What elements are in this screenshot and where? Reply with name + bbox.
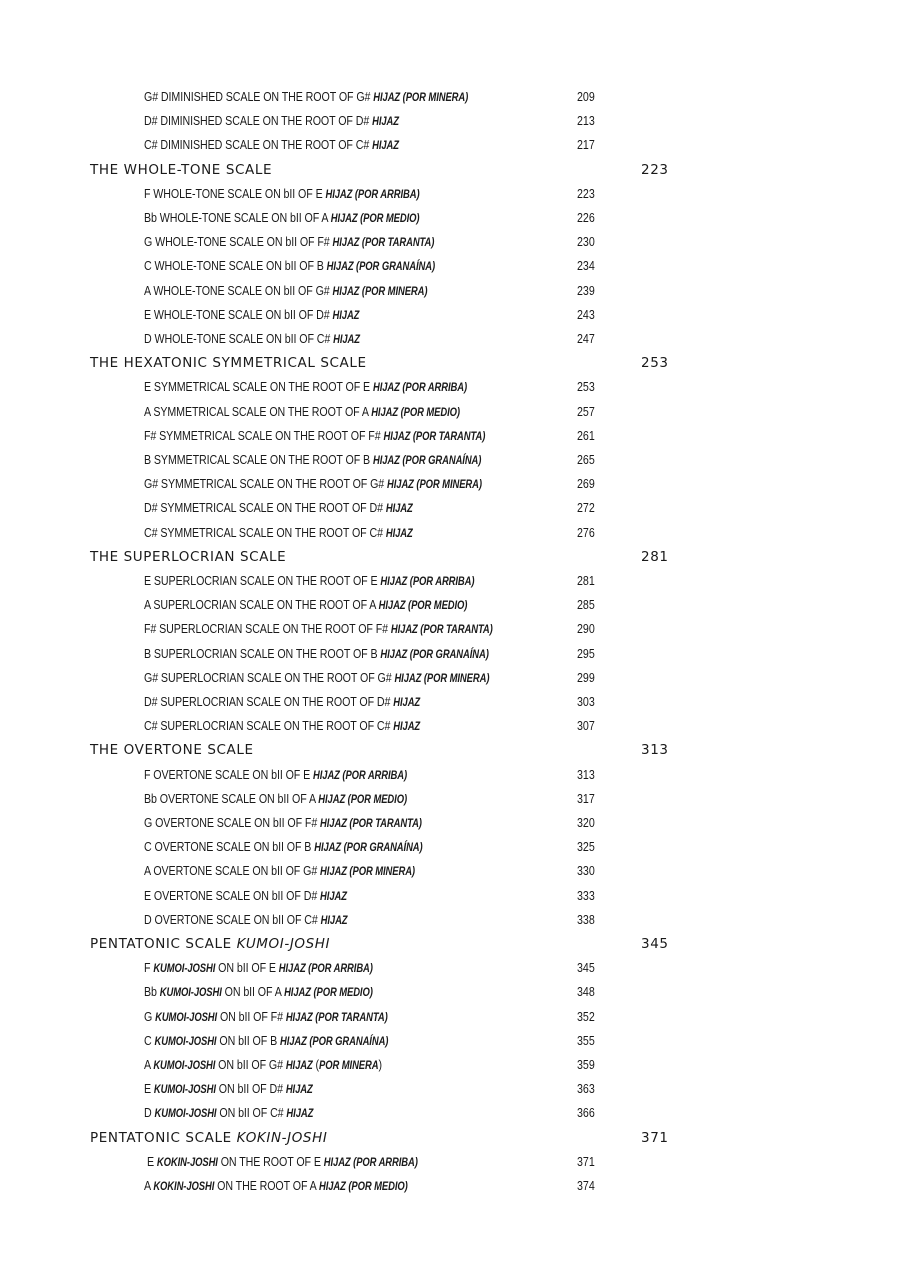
- title-segment: PENTATONIC SCALE: [90, 1129, 237, 1146]
- page-number: 265: [577, 452, 595, 467]
- italic-term: HIJAZ (POR ARRIBA): [278, 963, 373, 976]
- page-number: 338: [577, 911, 595, 927]
- title-segment: D# SUPERLOCRIAN SCALE ON THE ROOT OF D#: [144, 694, 394, 709]
- toc-entry: [0, 254, 900, 278]
- title-segment: ON THE ROOT OF E: [217, 1153, 324, 1169]
- page-number: 307: [577, 718, 595, 734]
- italic-term: HIJAZ (POR MINERA): [320, 866, 415, 879]
- page-number: 217: [577, 137, 595, 153]
- title-segment: G# DIMINISHED SCALE ON THE ROOT OF G#: [144, 89, 374, 104]
- entry-title: [144, 448, 481, 473]
- title-segment: D: [144, 1105, 155, 1121]
- title-segment: ON bII OF C#: [216, 1105, 287, 1121]
- page-number: 281: [577, 573, 595, 588]
- page-number: 371: [641, 1129, 669, 1146]
- page-number: 253: [641, 355, 669, 372]
- toc-section-heading: [0, 1126, 900, 1150]
- page-number: 253: [577, 379, 595, 395]
- italic-term: HIJAZ (POR MINERA): [387, 479, 482, 492]
- italic-term: KUMOI-JOSHI: [153, 1084, 216, 1097]
- toc-section-heading: [0, 932, 900, 956]
- italic-term: HIJAZ (POR MEDIO): [330, 213, 420, 225]
- entry-title: [144, 424, 485, 449]
- page-number: 317: [577, 790, 595, 806]
- page-number: 352: [577, 1008, 595, 1024]
- page-number: 272: [577, 500, 595, 516]
- page-number: 371: [577, 1153, 595, 1169]
- section-title: [90, 1126, 327, 1150]
- italic-term: HIJAZ: [393, 697, 421, 709]
- title-segment: A SUPERLOCRIAN SCALE ON THE ROOT OF A: [144, 597, 379, 613]
- page-number: 223: [641, 161, 669, 178]
- italic-term: HIJAZ: [385, 527, 413, 540]
- italic-term: HIJAZ: [372, 140, 399, 153]
- italic-term: HIJAZ (POR MEDIO): [319, 1181, 408, 1193]
- italic-term: HIJAZ (POR MINERA): [394, 672, 490, 685]
- entry-title: [144, 375, 467, 400]
- page-number: 234: [577, 258, 595, 274]
- title-segment: F WHOLE-TONE SCALE ON bII OF E: [144, 185, 326, 201]
- italic-term: HIJAZ (POR GRANAÍNA): [279, 1035, 389, 1048]
- italic-term: KUMOI-JOSHI: [153, 1060, 216, 1072]
- entry-title: [144, 1174, 408, 1199]
- title-segment: (: [312, 1057, 320, 1072]
- page-number: 247: [577, 331, 595, 346]
- entry-title: [144, 690, 420, 715]
- toc-entry: [0, 956, 900, 980]
- title-segment: ON bII OF G#: [215, 1057, 286, 1072]
- entry-title: [144, 908, 347, 933]
- entry-title: [144, 1101, 313, 1126]
- entry-title: [144, 1053, 382, 1078]
- toc-section-heading: [0, 158, 900, 182]
- toc-entry: [0, 1029, 900, 1053]
- title-segment: C: [144, 1032, 155, 1048]
- italic-term: HIJAZ (POR TARANTA): [332, 237, 435, 250]
- toc-entry: [0, 303, 900, 327]
- italic-term: HIJAZ (POR GRANAÍNA): [314, 842, 423, 855]
- italic-term: HIJAZ (POR TARANTA): [390, 624, 493, 637]
- title-segment: ON bII OF A: [221, 984, 285, 1000]
- toc-entry: [0, 230, 900, 254]
- toc-entry: [0, 666, 900, 690]
- italic-term: KUMOI-JOSHI: [154, 1108, 217, 1121]
- entry-title: [144, 1005, 388, 1030]
- page-number: 261: [577, 427, 595, 443]
- title-segment: THE SUPERLOCRIAN SCALE: [90, 548, 287, 565]
- title-segment: A OVERTONE SCALE ON bII OF G#: [144, 863, 321, 879]
- section-title: [90, 738, 254, 762]
- title-segment: ON THE ROOT OF A: [214, 1178, 320, 1193]
- entry-title: [144, 714, 420, 739]
- title-segment: F OVERTONE SCALE ON bII OF E: [144, 766, 314, 782]
- page-number: 290: [577, 621, 595, 637]
- title-segment: D# SYMMETRICAL SCALE ON THE ROOT OF D#: [144, 500, 386, 516]
- title-segment: F# SUPERLOCRIAN SCALE ON THE ROOT OF F#: [144, 621, 391, 637]
- toc-entry: [0, 85, 900, 109]
- section-title: [90, 545, 286, 569]
- title-segment: C OVERTONE SCALE ON bII OF B: [144, 839, 315, 855]
- toc-entry: [0, 448, 900, 472]
- entry-title: [144, 472, 482, 497]
- page-number: 281: [641, 548, 669, 565]
- page-number: 285: [577, 597, 595, 613]
- page-number: 366: [577, 1105, 595, 1121]
- title-segment: PENTATONIC SCALE: [90, 936, 237, 952]
- entry-title: [144, 279, 427, 304]
- entry-title: [144, 182, 420, 207]
- italic-term: HIJAZ (POR GRANAÍNA): [372, 455, 482, 467]
- title-segment: Bb: [144, 984, 160, 1000]
- title-segment: ON bII OF E: [215, 960, 279, 976]
- italic-term: KUMOI-JOSHI: [236, 936, 331, 952]
- italic-term: HIJAZ: [393, 721, 421, 734]
- italic-term: HIJAZ: [286, 1108, 314, 1121]
- toc-entry: [0, 206, 900, 230]
- italic-term: HIJAZ (POR ARRIBA): [323, 1156, 418, 1169]
- italic-term: KUMOI-JOSHI: [155, 1011, 218, 1024]
- title-segment: A: [144, 1057, 154, 1072]
- toc-section-heading: [0, 738, 900, 762]
- title-segment: ON bII OF F#: [217, 1008, 286, 1024]
- italic-term: KOKIN-JOSHI: [156, 1156, 218, 1169]
- title-segment: A WHOLE-TONE SCALE ON bII OF G#: [144, 282, 333, 298]
- toc-entry: [0, 109, 900, 133]
- page-number: 269: [577, 476, 595, 492]
- italic-term: POR MINERA: [319, 1060, 379, 1072]
- toc-entry: [0, 1150, 900, 1174]
- title-segment: E WHOLE-TONE SCALE ON bII OF D#: [144, 306, 333, 322]
- toc-entry: [0, 617, 900, 641]
- title-segment: G: [144, 1008, 156, 1024]
- page-number: 345: [577, 960, 595, 976]
- entry-title: [144, 254, 435, 279]
- title-segment: G# SYMMETRICAL SCALE ON THE ROOT OF G#: [144, 476, 388, 492]
- entry-title: [144, 666, 489, 691]
- title-segment: B SYMMETRICAL SCALE ON THE ROOT OF B: [144, 452, 373, 467]
- toc-entry: [0, 859, 900, 883]
- entry-title: [144, 327, 360, 352]
- section-title: [90, 158, 272, 182]
- page-number: 313: [641, 742, 669, 759]
- title-segment: A SYMMETRICAL SCALE ON THE ROOT OF A: [144, 403, 372, 419]
- title-segment: Bb WHOLE-TONE SCALE ON bII OF A: [144, 210, 331, 225]
- page-number: 345: [641, 936, 669, 952]
- toc-entry: [0, 400, 900, 424]
- entry-title: [144, 835, 423, 860]
- page-number: 209: [577, 89, 595, 104]
- entry-title: [144, 569, 474, 594]
- title-segment: THE OVERTONE SCALE: [90, 742, 254, 759]
- title-segment: THE HEXATONIC SYMMETRICAL SCALE: [90, 355, 367, 372]
- italic-term: KOKIN-JOSHI: [236, 1129, 328, 1146]
- entry-title: [144, 206, 419, 231]
- title-segment: C WHOLE-TONE SCALE ON bII OF B: [144, 258, 327, 274]
- entry-title: [144, 980, 373, 1005]
- toc-entry: [0, 327, 900, 351]
- toc-entry: [0, 182, 900, 206]
- toc-entry: [0, 1101, 900, 1125]
- italic-term: HIJAZ (POR ARRIBA): [372, 382, 468, 395]
- title-segment: E SYMMETRICAL SCALE ON THE ROOT OF E: [144, 379, 373, 395]
- entry-title: [144, 811, 422, 836]
- entry-title: [144, 787, 407, 812]
- title-segment: ON bII OF D#: [215, 1081, 286, 1097]
- entry-title: [144, 85, 468, 110]
- entry-title: [144, 1029, 388, 1054]
- entry-title: [144, 496, 413, 521]
- title-segment: G WHOLE-TONE SCALE ON bII OF F#: [144, 234, 333, 250]
- italic-term: HIJAZ (POR GRANAÍNA): [326, 261, 436, 274]
- toc-entry: [0, 980, 900, 1004]
- toc-entry: [0, 472, 900, 496]
- toc-entry: [0, 690, 900, 714]
- toc-entry: [0, 908, 900, 932]
- entry-title: [144, 133, 399, 158]
- italic-term: HIJAZ (POR MEDIO): [378, 600, 468, 613]
- page-number: 303: [577, 694, 595, 709]
- toc-entry: [0, 521, 900, 545]
- entry-title: [147, 1150, 418, 1175]
- entry-title: [144, 109, 399, 134]
- entry-title: [144, 303, 359, 328]
- page-number: 226: [577, 210, 595, 225]
- toc-entry: [0, 811, 900, 835]
- italic-term: HIJAZ (POR ARRIBA): [380, 576, 475, 588]
- italic-term: HIJAZ (POR MEDIO): [284, 987, 373, 1000]
- page-number: 325: [577, 839, 595, 855]
- title-segment: G# SUPERLOCRIAN SCALE ON THE ROOT OF G#: [144, 669, 395, 685]
- toc-entry: [0, 884, 900, 908]
- page-number: 299: [577, 669, 595, 685]
- page-number: 359: [577, 1057, 595, 1072]
- page-number: 243: [577, 306, 595, 322]
- italic-term: HIJAZ (POR MEDIO): [318, 793, 408, 806]
- italic-term: KUMOI-JOSHI: [153, 963, 216, 976]
- title-segment: A: [144, 1178, 154, 1193]
- italic-term: HIJAZ (POR ARRIBA): [313, 769, 408, 782]
- title-segment: C# DIMINISHED SCALE ON THE ROOT OF C#: [144, 137, 373, 153]
- page-number: 257: [577, 403, 595, 419]
- entry-title: [144, 521, 413, 546]
- italic-term: HIJAZ (POR ARRIBA): [325, 188, 420, 201]
- italic-term: KOKIN-JOSHI: [153, 1181, 215, 1193]
- italic-term: HIJAZ (POR GRANAÍNA): [380, 648, 489, 661]
- title-segment: E: [144, 1081, 154, 1097]
- italic-term: HIJAZ: [333, 334, 360, 346]
- page-number: 313: [577, 766, 595, 782]
- title-segment: D WHOLE-TONE SCALE ON bII OF C#: [144, 331, 334, 346]
- page-number: 320: [577, 815, 595, 830]
- toc-section-heading: [0, 545, 900, 569]
- italic-term: HIJAZ: [385, 503, 413, 516]
- page-number: 276: [577, 524, 595, 540]
- toc-entry: [0, 763, 900, 787]
- italic-term: KUMOI-JOSHI: [159, 987, 222, 1000]
- entry-title: [144, 956, 373, 981]
- page-number: 239: [577, 282, 595, 298]
- title-segment: E OVERTONE SCALE ON bII OF D#: [144, 887, 321, 903]
- italic-term: HIJAZ (POR TARANTA): [383, 430, 486, 443]
- entry-title: [144, 593, 467, 618]
- toc-section-heading: [0, 351, 900, 375]
- section-title: [90, 932, 330, 956]
- toc-entry: [0, 496, 900, 520]
- italic-term: KUMOI-JOSHI: [154, 1035, 217, 1048]
- entry-title: [144, 763, 407, 788]
- title-segment: C# SYMMETRICAL SCALE ON THE ROOT OF C#: [144, 524, 386, 540]
- italic-term: HIJAZ: [285, 1084, 313, 1097]
- title-segment: D OVERTONE SCALE ON bII OF C#: [144, 911, 321, 927]
- entry-title: [144, 230, 434, 255]
- page-number: 223: [577, 185, 595, 201]
- page-number: 374: [577, 1178, 595, 1193]
- entry-title: [144, 859, 415, 884]
- entry-title: [144, 884, 347, 909]
- italic-term: HIJAZ: [285, 1060, 313, 1072]
- entry-title: [144, 617, 493, 642]
- page-number: 213: [577, 113, 595, 129]
- title-segment: D# DIMINISHED SCALE ON THE ROOT OF D#: [144, 113, 373, 129]
- toc-entry: [0, 593, 900, 617]
- italic-term: HIJAZ: [320, 914, 348, 927]
- toc-entry: [0, 569, 900, 593]
- toc-entry: [0, 1077, 900, 1101]
- toc-entry: [0, 1174, 900, 1198]
- toc-entry: [0, 375, 900, 399]
- italic-term: HIJAZ: [372, 116, 399, 129]
- toc-entry: [0, 714, 900, 738]
- title-segment: ON bII OF B: [216, 1032, 280, 1048]
- page-number: 363: [577, 1081, 595, 1097]
- title-segment: F# SYMMETRICAL SCALE ON THE ROOT OF F#: [144, 427, 384, 443]
- page-number: 355: [577, 1032, 595, 1048]
- toc-entry: [0, 424, 900, 448]
- page-number: 348: [577, 984, 595, 1000]
- title-segment: B SUPERLOCRIAN SCALE ON THE ROOT OF B: [144, 645, 381, 661]
- toc-entry: [0, 133, 900, 157]
- italic-term: HIJAZ (POR MEDIO): [371, 406, 460, 419]
- title-segment: THE WHOLE-TONE SCALE: [90, 161, 273, 178]
- italic-term: HIJAZ (POR TARANTA): [320, 818, 422, 830]
- title-segment: C# SUPERLOCRIAN SCALE ON THE ROOT OF C#: [144, 718, 394, 734]
- toc-entry: [0, 1005, 900, 1029]
- italic-term: HIJAZ (POR TARANTA): [285, 1011, 388, 1024]
- title-segment: Bb OVERTONE SCALE ON bII OF A: [144, 790, 319, 806]
- title-segment: E SUPERLOCRIAN SCALE ON THE ROOT OF E: [144, 573, 381, 588]
- title-segment: F: [144, 960, 154, 976]
- italic-term: HIJAZ: [332, 309, 360, 322]
- toc-entry: [0, 835, 900, 859]
- italic-term: HIJAZ: [320, 890, 347, 903]
- section-title: [90, 351, 367, 375]
- italic-term: HIJAZ (POR MINERA): [332, 285, 428, 298]
- page-number: 230: [577, 234, 595, 250]
- entry-title: [144, 642, 489, 667]
- title-segment: G OVERTONE SCALE ON bII OF F#: [144, 815, 321, 830]
- page-number: 333: [577, 887, 595, 903]
- title-segment: E: [147, 1153, 157, 1169]
- entry-title: [144, 400, 460, 425]
- page-number: 330: [577, 863, 595, 879]
- entry-title: [144, 1077, 313, 1102]
- toc-entry: [0, 279, 900, 303]
- italic-term: HIJAZ (POR MINERA): [373, 92, 469, 104]
- title-segment: ): [378, 1057, 382, 1072]
- toc-entry: [0, 787, 900, 811]
- toc-entry: [0, 642, 900, 666]
- toc-entry: [0, 1053, 900, 1077]
- page-number: 295: [577, 645, 595, 661]
